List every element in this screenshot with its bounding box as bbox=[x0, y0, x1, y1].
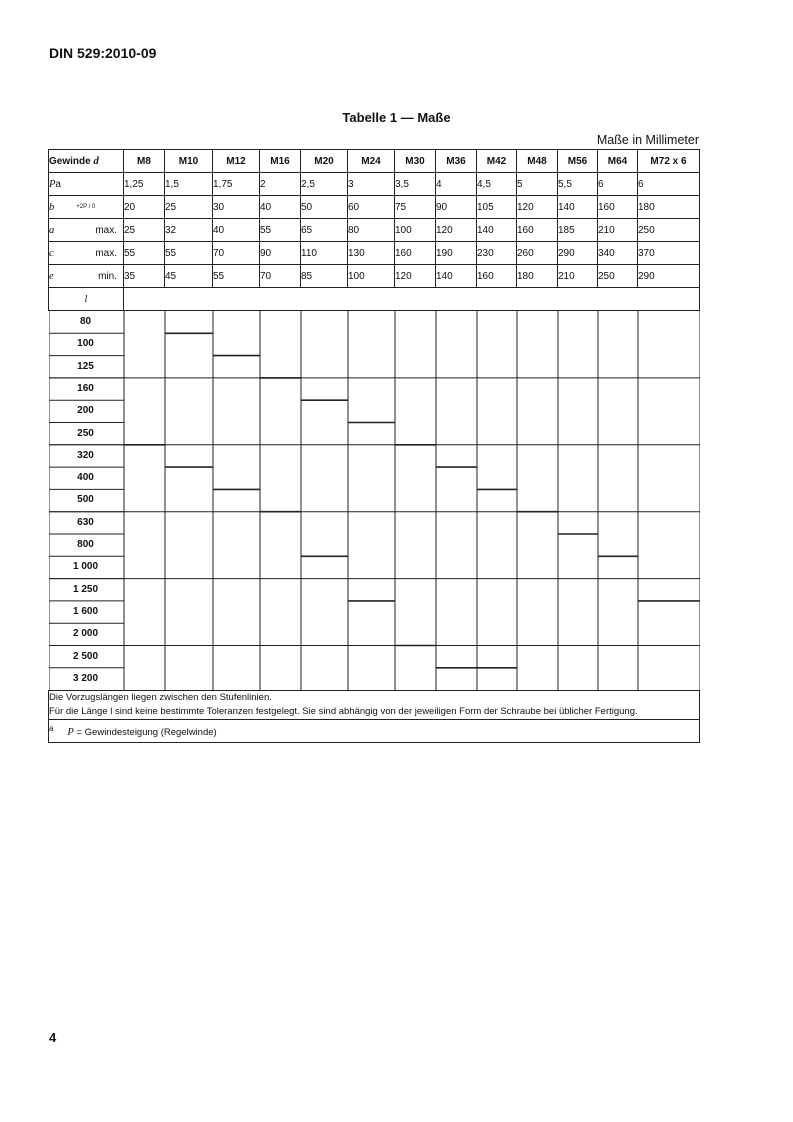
spec-value: 55 bbox=[260, 219, 301, 242]
spec-symbol: b bbox=[49, 201, 55, 213]
spec-value: 70 bbox=[213, 242, 260, 265]
spec-value: 50 bbox=[301, 196, 348, 219]
spec-value: 1,5 bbox=[165, 173, 213, 196]
spec-value: 60 bbox=[348, 196, 395, 219]
length-label: 400 bbox=[77, 472, 94, 484]
spec-label-cell bbox=[49, 242, 124, 265]
length-label: 125 bbox=[77, 360, 94, 372]
spec-value: 180 bbox=[517, 265, 558, 288]
column-header: M24 bbox=[348, 150, 395, 173]
spec-value: 85 bbox=[301, 265, 348, 288]
length-label: 1 000 bbox=[72, 561, 99, 573]
length-label: 200 bbox=[77, 405, 94, 417]
spec-value: 65 bbox=[301, 219, 348, 242]
spec-value: 80 bbox=[348, 219, 395, 242]
tolerance-modifier: +2P / 0 bbox=[76, 203, 96, 210]
footnote-cell bbox=[49, 720, 700, 743]
spec-value: 3,5 bbox=[395, 173, 436, 196]
spec-row bbox=[49, 265, 700, 288]
spec-label-cell bbox=[49, 196, 124, 219]
spec-value: 180 bbox=[638, 196, 700, 219]
length-header-cell bbox=[49, 288, 124, 311]
spec-value: 190 bbox=[436, 242, 477, 265]
spec-value: 1,75 bbox=[213, 173, 260, 196]
spec-value: 70 bbox=[260, 265, 301, 288]
spec-value: 75 bbox=[395, 196, 436, 219]
spec-value: 25 bbox=[124, 219, 165, 242]
note-line: Die Vorzugslängen liegen zwischen den Stufenlinien. bbox=[49, 692, 272, 704]
notes-cell bbox=[49, 691, 700, 720]
spec-value: 160 bbox=[477, 265, 517, 288]
table-caption: Tabelle 1 — Maße bbox=[342, 110, 451, 125]
spec-value: 110 bbox=[301, 242, 348, 265]
spec-row bbox=[49, 219, 700, 242]
spec-value: 370 bbox=[638, 242, 700, 265]
spec-label-cell bbox=[49, 265, 124, 288]
spec-value: 55 bbox=[124, 242, 165, 265]
column-header: M20 bbox=[301, 150, 348, 173]
column-header: M56 bbox=[558, 150, 598, 173]
spec-value: 35 bbox=[124, 265, 165, 288]
page-number: 4 bbox=[49, 1030, 57, 1045]
spec-value: 210 bbox=[558, 265, 598, 288]
limit-modifier: min. bbox=[98, 270, 117, 282]
column-header: M72 x 6 bbox=[638, 150, 700, 173]
spec-value: 120 bbox=[436, 219, 477, 242]
length-label: 3 200 bbox=[72, 672, 99, 684]
length-label: 1 600 bbox=[72, 605, 99, 617]
spec-value: 4 bbox=[436, 173, 477, 196]
length-grid bbox=[49, 311, 700, 690]
thread-header-cell bbox=[49, 150, 124, 173]
spec-value: 160 bbox=[517, 219, 558, 242]
spec-value: 55 bbox=[165, 242, 213, 265]
spec-value: 230 bbox=[477, 242, 517, 265]
length-label: 100 bbox=[77, 338, 94, 350]
spec-value: 2,5 bbox=[301, 173, 348, 196]
length-label: 80 bbox=[79, 316, 92, 327]
spec-value: 55 bbox=[213, 265, 260, 288]
spec-value: 120 bbox=[517, 196, 558, 219]
footnote-symbol: P bbox=[67, 727, 74, 739]
spec-value: 210 bbox=[598, 219, 638, 242]
length-label: 2 000 bbox=[72, 628, 99, 640]
thread-header-label: Gewinde bbox=[49, 155, 91, 167]
spec-value: 2 bbox=[260, 173, 301, 196]
column-header: M48 bbox=[517, 150, 558, 173]
footnote-ref: a bbox=[55, 178, 61, 190]
spec-value: 140 bbox=[436, 265, 477, 288]
spec-value: 90 bbox=[436, 196, 477, 219]
spec-value: 40 bbox=[213, 219, 260, 242]
length-label: 250 bbox=[77, 427, 94, 439]
column-header: M10 bbox=[165, 150, 213, 173]
spec-value: 100 bbox=[348, 265, 395, 288]
spec-value: 6 bbox=[638, 173, 700, 196]
length-label: 2 500 bbox=[72, 650, 99, 662]
spec-value: 45 bbox=[165, 265, 213, 288]
spec-value: 250 bbox=[598, 265, 638, 288]
spec-value: 20 bbox=[124, 196, 165, 219]
length-label: 500 bbox=[77, 494, 94, 506]
spec-value: 290 bbox=[638, 265, 700, 288]
spec-value: 340 bbox=[598, 242, 638, 265]
spec-value: 120 bbox=[395, 265, 436, 288]
spec-value: 30 bbox=[213, 196, 260, 219]
column-header: M12 bbox=[213, 150, 260, 173]
unit-note: Maße in Millimeter bbox=[596, 133, 699, 147]
spec-value: 290 bbox=[558, 242, 598, 265]
spec-symbol: a bbox=[49, 224, 55, 236]
spec-value: 140 bbox=[558, 196, 598, 219]
spec-value: 140 bbox=[477, 219, 517, 242]
spec-value: 90 bbox=[260, 242, 301, 265]
note-line: Für die Länge l sind keine bestimmte Toleranzen festgelegt. Sie sind abhängig von der jeweiligen Form der Schraube bei üblicher Fertigung. bbox=[49, 706, 638, 718]
spec-value: 250 bbox=[638, 219, 700, 242]
spec-value: 160 bbox=[395, 242, 436, 265]
spec-symbol: P bbox=[49, 178, 56, 190]
limit-modifier: max. bbox=[95, 247, 117, 259]
footnote-marker: a bbox=[49, 724, 54, 734]
spec-row bbox=[49, 242, 700, 265]
length-label: 630 bbox=[77, 516, 94, 528]
spec-value: 105 bbox=[477, 196, 517, 219]
spec-value: 25 bbox=[165, 196, 213, 219]
spec-value: 1,25 bbox=[124, 173, 165, 196]
document-id: DIN 529:2010-09 bbox=[49, 45, 157, 61]
column-header: M30 bbox=[395, 150, 436, 173]
spec-value: 185 bbox=[558, 219, 598, 242]
length-label: 160 bbox=[77, 382, 94, 394]
footnote-text: = Gewindesteigung (Regelwinde) bbox=[73, 727, 217, 739]
spec-label-cell bbox=[49, 173, 124, 196]
spec-value: 130 bbox=[348, 242, 395, 265]
length-grid-svg bbox=[49, 311, 700, 690]
column-header: M8 bbox=[124, 150, 165, 173]
spec-value: 40 bbox=[260, 196, 301, 219]
length-header-span bbox=[124, 288, 700, 311]
spec-symbol: e bbox=[49, 270, 54, 282]
spec-value: 5 bbox=[517, 173, 558, 196]
spec-label-cell bbox=[49, 219, 124, 242]
column-header: M36 bbox=[436, 150, 477, 173]
spec-value: 4,5 bbox=[477, 173, 517, 196]
spec-row bbox=[49, 173, 700, 196]
length-symbol: l bbox=[84, 293, 88, 305]
length-label: 800 bbox=[77, 539, 94, 550]
spec-value: 260 bbox=[517, 242, 558, 265]
column-header: M42 bbox=[477, 150, 517, 173]
dimensions-table bbox=[48, 149, 700, 743]
spec-value: 32 bbox=[165, 219, 213, 242]
spec-value: 5,5 bbox=[558, 173, 598, 196]
limit-modifier: max. bbox=[95, 224, 117, 236]
spec-row bbox=[49, 196, 700, 219]
column-header: M64 bbox=[598, 150, 638, 173]
spec-symbol: c bbox=[49, 247, 54, 259]
column-header: M16 bbox=[260, 150, 301, 173]
spec-value: 6 bbox=[598, 173, 638, 196]
length-label: 1 250 bbox=[72, 583, 99, 595]
length-label: 320 bbox=[77, 449, 94, 461]
spec-value: 160 bbox=[598, 196, 638, 219]
length-grid-cell bbox=[49, 311, 700, 691]
spec-value: 100 bbox=[395, 219, 436, 242]
spec-value: 3 bbox=[348, 173, 395, 196]
thread-header-symbol: d bbox=[93, 155, 99, 167]
